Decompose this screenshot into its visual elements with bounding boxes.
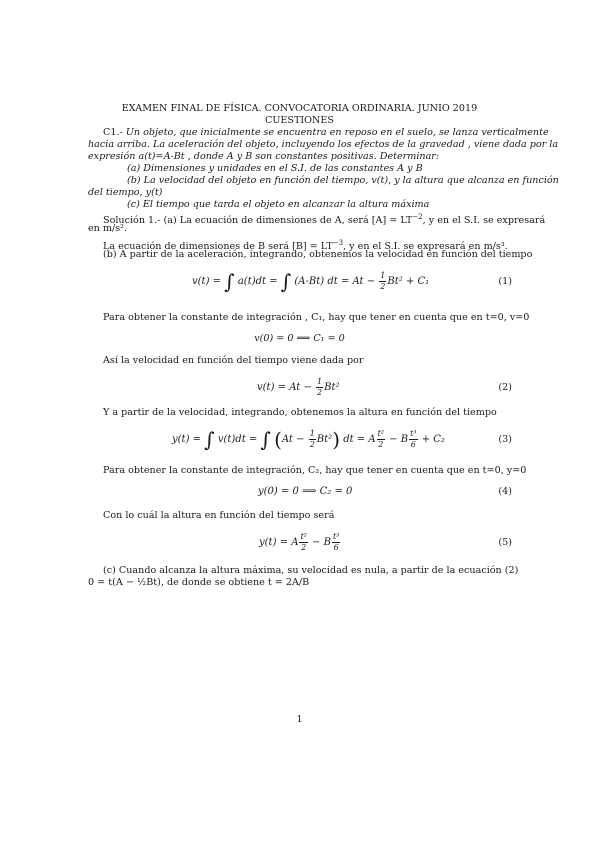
solution-b-intro: (b) A partir de la aceleración, integrando, obtenemos la velocidad en función del tiempo [103,249,533,260]
integral-sign: ∫ [280,269,292,294]
constant-2-text: Para obtener la constante de integración, C₂, hay que tener en cuenta que en t=0, y=0 [103,465,527,476]
fraction-half [309,429,316,450]
solution-c-line-2: 0 = t(A − ½Bt), de donde se obtiene t = 2A/B [88,577,310,588]
equation-number-3: (3) [498,434,512,445]
eq3-inner-1: At − [281,434,308,445]
equation-number-5: (5) [498,537,512,548]
eq5-minus: − B [308,537,331,548]
fraction-t3-over-6 [409,429,417,450]
eq2-term: Bt² [324,382,340,393]
integral-sign: ∫ [224,269,235,294]
equation-4 [0,478,599,506]
solution-a-text: (a) La ecuación de dimensiones de A, será [A] = LT [163,215,413,227]
final-height-text: Con lo cuál la altura en función del tiempo será [103,510,335,521]
fraction-t2-over-2 [299,532,307,553]
equation-5 [0,529,599,557]
integral-sign: ∫ [204,427,215,452]
section-title: CUESTIONES [264,115,335,126]
fraction-t2-over-2 [377,429,385,450]
eq3-lhs: y(t) = [172,434,205,445]
equation-c1: v(0) = 0 ⟹ C₁ = 0 [254,333,345,344]
question-item-b-1: (b) La velocidad del objeto en función del tiempo, v(t), y la altura que alcanza en función [127,175,559,186]
eq1-term-2: (A-Bt) dt = At − [294,276,379,287]
eq1-term-1: a(t)dt = [237,276,281,287]
question-item-c: (c) El tiempo que tarda el objeto en alcanzar la altura máxima [127,199,430,210]
fraction-denominator: 2 [309,440,315,449]
right-paren: ) [332,427,340,452]
equation-2 [0,374,599,402]
question-line-1 [103,127,549,139]
fraction-t3-over-6 [332,532,340,553]
fraction-denominator: 2 [301,543,307,552]
eq3-term-1: v(t)dt = [217,434,261,445]
question-text-1: Un objeto, que inicialmente se encuentra en reposo en el suelo, se lanza verticalmente [125,127,549,138]
fraction-numerator: 1 [317,377,323,386]
eq1-lhs: v(t) = [192,276,225,287]
solution-b-dim-rest: , y en el S.I. se expresará en m/s³. [343,241,508,253]
velocity-text: Así la velocidad en función del tiempo viene dada por [103,355,364,366]
equation-3 [0,426,599,454]
solution-a-line-2: en m/s². [88,223,128,234]
question-label: C1.- [103,127,123,138]
fraction-numerator: 1 [380,271,386,280]
solution-label: Solución 1.- [103,215,161,227]
eq3-minus: − B [386,434,409,445]
page-number: 1 [296,714,303,725]
left-paren: ( [274,427,282,452]
eq5-lhs: y(t) = A [259,537,299,548]
fraction-numerator: t² [377,429,384,438]
fraction-denominator: 2 [378,440,384,449]
fraction-numerator: t³ [332,532,340,541]
question-line-2: hacia arriba. La aceleración del objeto, incluyendo los efectos de la gravedad , viene dada por la [88,139,559,150]
eq3-term-2: dt = A [343,434,376,445]
constant-1-text: Para obtener la constante de integración , C₁, hay que tener en cuenta que en t=0, v=0 [103,312,530,323]
solution-a-exponent: −2 [412,213,423,221]
equation-number-2: (2) [498,382,512,393]
fraction-numerator: t² [300,532,307,541]
fraction-denominator: 2 [380,282,386,291]
equation-number-1: (1) [498,276,512,287]
exam-title: EXAMEN FINAL DE FÍSICA. CONVOCATORIA ORDINARIA. JUNIO 2019 [121,103,478,114]
question-line-3: expresión a(t)=A-Bt , donde A y B son constantes positivas. Determinar: [88,151,440,162]
solution-a-line-1 [103,211,545,227]
eq3-end: + C₂ [418,434,445,445]
fraction-denominator: 6 [410,440,416,449]
question-item-a: (a) Dimensiones y unidades en el S.I. de las constantes A y B [127,163,423,174]
fraction-half [379,271,386,292]
eq4-expression: y(0) = 0 ⟹ C₂ = 0 [258,486,353,497]
height-text: Y a partir de la velocidad, integrando, obtenemos la altura en función del tiempo [103,407,497,418]
fraction-denominator: 2 [317,388,323,397]
fraction-denominator: 6 [333,543,339,552]
solution-c-line-1: (c) Cuando alcanza la altura máxima, su velocidad es nula, a partir de la ecuación (2) [103,565,519,576]
equation-number-4: (4) [498,486,512,497]
eq3-inner-2: Bt² [316,434,333,445]
eq2-lhs: v(t) = At − [257,382,316,393]
equation-1 [0,268,599,296]
question-item-b-2: del tiempo, y(t) [88,187,163,198]
solution-a-rest: , y en el S.I. se expresará [422,215,546,227]
fraction-numerator: t³ [410,429,417,438]
eq1-term-3: Bt² + C₁ [387,276,430,287]
fraction-half [316,377,323,398]
integral-sign: ∫ [260,427,271,452]
solution-b-exponent: −3 [332,239,344,247]
solution-b-dim-text: La ecuación de dimensiones de B será [B] = LT [103,241,333,253]
fraction-numerator: 1 [309,429,315,438]
